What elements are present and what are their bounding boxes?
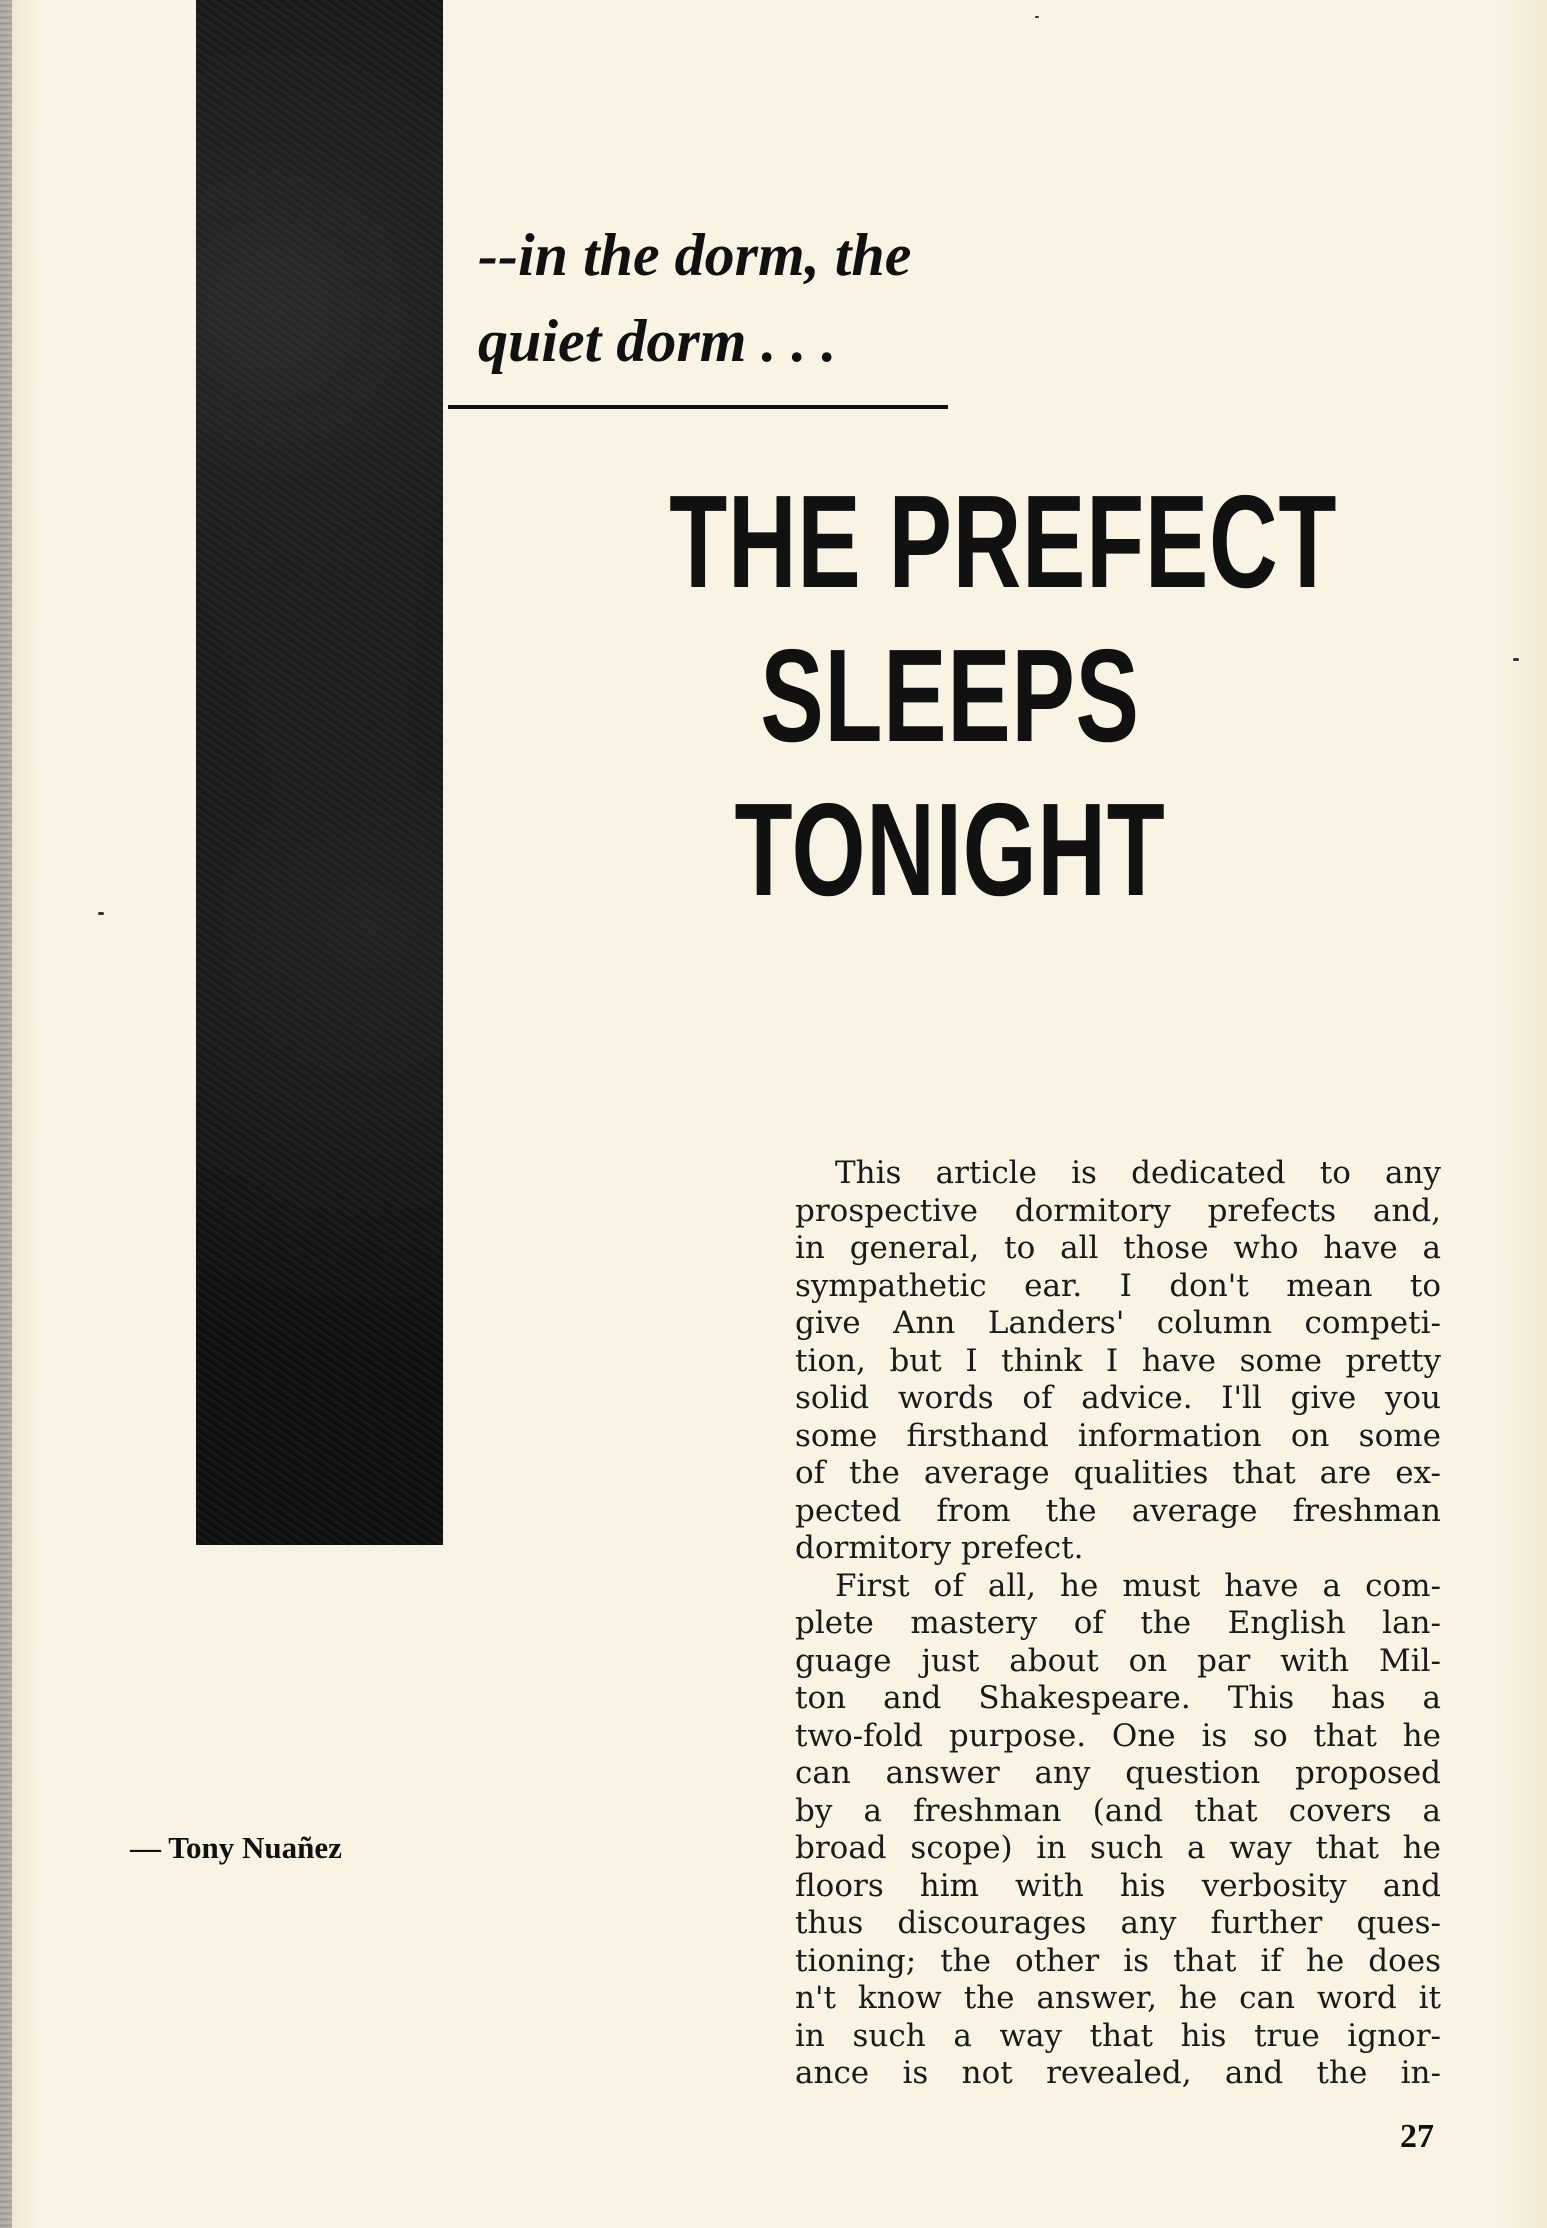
headline-line-3: TONIGHT (734, 776, 1166, 923)
kicker-divider-rule (448, 405, 948, 409)
article-line: broad scope) in such a way that he (795, 1830, 1441, 1866)
print-speck (98, 912, 104, 915)
article-line: ance is not revealed, and the in- (795, 2055, 1441, 2091)
article-line: of the average qualities that are ex- (795, 1455, 1441, 1491)
article-line: tioning; the other is that if he does (795, 1942, 1441, 1979)
article-line: First of all, he must have a com- (835, 1567, 1441, 1604)
kicker-text (478, 212, 998, 384)
article-line: tion, but I think I have some pretty (795, 1342, 1441, 1379)
kicker-line-2: quiet dorm . . . (478, 308, 837, 374)
article-line: prospective dormitory prefects and, (795, 1192, 1441, 1229)
headline-line-1: THE PREFECT (669, 468, 1338, 615)
article-line: in such a way that his true ignor- (795, 2017, 1441, 2054)
article-line: two-fold purpose. One is so that he (795, 1717, 1441, 1754)
kicker-line-1: --in the dorm, the (478, 222, 912, 288)
print-speck (1035, 16, 1039, 18)
article-line: give Ann Landers' column competi- (795, 1305, 1441, 1341)
article-line: solid words of advice. I'll give you (795, 1380, 1441, 1416)
article-line: some firsthand information on some (795, 1417, 1441, 1454)
article-line: n't know the answer, he can word it (795, 1980, 1441, 2016)
article-line: pected from the average freshman (795, 1492, 1441, 1529)
article-line: plete mastery of the English lan- (795, 1605, 1441, 1641)
article-line: can answer any question proposed (795, 1755, 1441, 1791)
article-line: ton and Shakespeare. This has a (795, 1680, 1441, 1716)
article-line: guage just about on par with Mil- (795, 1642, 1441, 1679)
headline-line-2: SLEEPS (760, 622, 1140, 769)
article-line: by a freshman (and that covers a (795, 1792, 1441, 1829)
article-headline (669, 465, 1338, 927)
article-line: This article is dedicated to any (835, 1155, 1441, 1191)
page-binding-edge (0, 0, 12, 2228)
print-speck (1513, 658, 1519, 661)
author-byline: — Tony Nuañez (130, 1830, 342, 1865)
article-body (795, 1155, 1441, 2093)
article-line: thus discourages any further ques- (795, 1905, 1441, 1941)
decorative-black-bar (196, 0, 443, 1545)
article-line: in general, to all those who have a (795, 1230, 1441, 1266)
page-number: 27 (1400, 2118, 1434, 2155)
article-line: floors him with his verbosity and (795, 1867, 1441, 1904)
article-line: sympathetic ear. I don't mean to (795, 1267, 1441, 1304)
article-line: dormitory prefect. (795, 1530, 1084, 1566)
